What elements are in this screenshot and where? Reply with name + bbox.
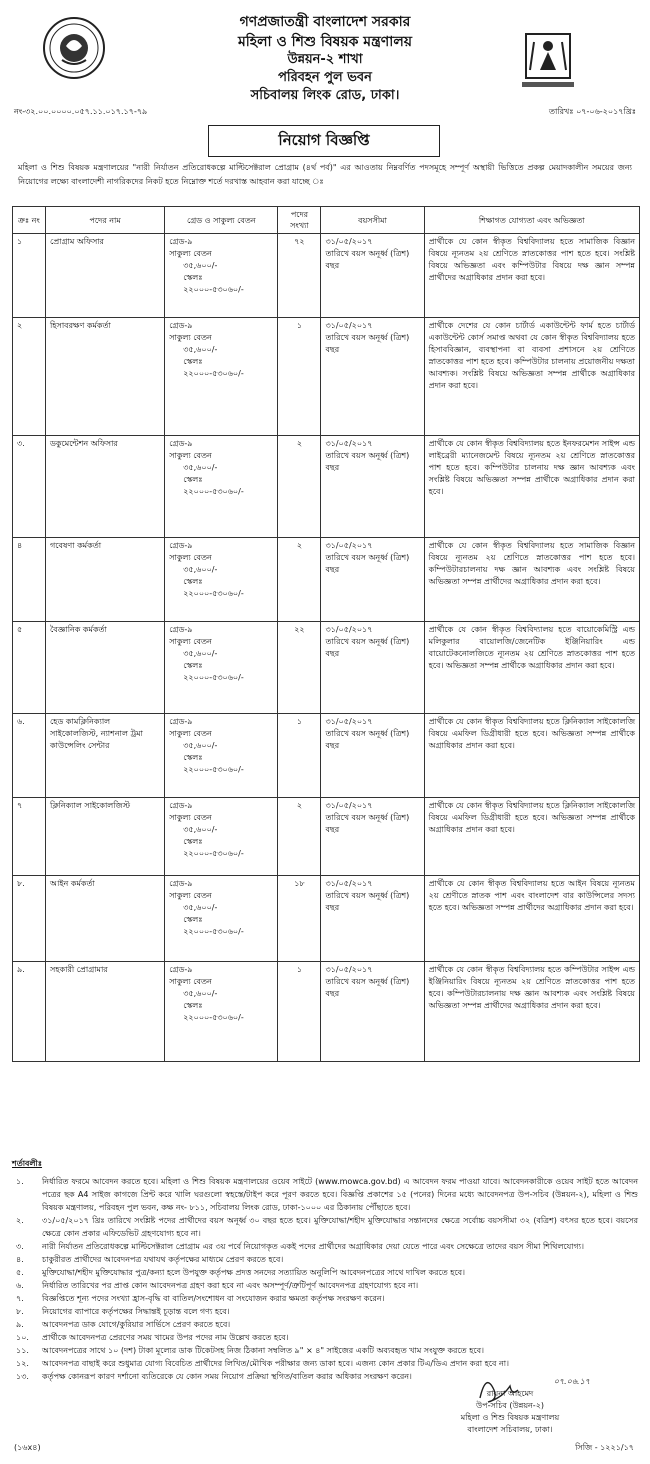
table-row [13,876,640,962]
row-grade-cell [165,714,278,798]
row-age-text: তারিখে বয়স অনূর্ধ্ব (ত্রিশ) বছর [325,891,410,912]
header-age-limit: বয়সসীমা [321,207,424,234]
row-qualification: প্রার্থীকে যে কোন স্বীকৃত বিশ্ববিদ্যালয় হতে সামাজিক বিজ্ঞান বিষয়ে ন্যূনতম ২য় শ্রেণিতে স্নাতকোত্তর পাশ হতে হবে। কম্পিউটারচালনায় দক্ষ জ্ঞান আবশ্যক এবং সংশ্লিষ্ট বিষয়ে অভিজ্ঞতা সম্পন্ন প্রার্থীদের অগ্রাধিকার প্রদান করা হবে। [424,538,639,622]
row-scale: ২২০০০-৫৩০৬০/- [183,1013,244,1022]
header-line-govt: গণপ্রজাতন্ত্রী বাংলাদেশ সরকার [239,14,411,30]
header-post-name: পদের নাম [46,207,165,234]
row-post-count: ১ [278,714,321,798]
row-grade-cell [165,876,278,962]
term-item [12,1253,638,1266]
row-salary: ৩৫,৬০০/- [183,345,218,354]
row-age-text: তারিখে বয়স অনূর্ধ্ব (ত্রিশ) বছর [325,249,410,270]
signature-block [430,1376,590,1436]
row-post-count: ২ [278,798,321,876]
row-salary: ৩৫,৬০০/- [183,649,218,658]
row-salary: ৩৫,৬০০/- [183,989,218,998]
row-age-cell [321,876,424,962]
row-age-text: তারিখে বয়স অনূর্ধ্ব (ত্রিশ) বছর [325,637,410,658]
row-post-name: ক্লিনিক্যাল সাইকোলজিস্ট [46,798,165,876]
row-salary: ৩৫,৬০০/- [183,741,218,750]
terms-heading: শর্তাবলীঃ [12,1159,43,1168]
term-text: বিজ্ঞপ্তিতে শূন্য পদের সংখ্যা হ্রাস-বৃদ্ধি বা বাতিল/সংশোধন বা সংযোজন করার ক্ষমতা কর্তৃপক্ষ সংরক্ষণ করেন। [42,1294,385,1303]
term-number: ১০. [16,1333,29,1342]
term-number: ১১. [16,1346,29,1355]
row-age-cell [321,318,424,436]
terms-section [12,1158,638,1383]
row-salary: ৩৫,৬০০/- [183,261,218,270]
row-post-count: ১৮ [278,876,321,962]
issue-date: তারিখঃ ০৭-০৬-২০১৭খ্রিঃ [549,107,636,116]
row-age-cell [321,234,424,318]
row-grade-cell [165,962,278,1062]
row-serial: ৫ [13,622,46,714]
row-qualification: প্রার্থীকে যে কোন স্বীকৃত বিশ্ববিদ্যালয় হতে সামাজিক বিজ্ঞান বিষয়ে ন্যূনতম ২য় শ্রেণিতে স্নাতকোত্তর পাশ হতে হবে। সংশ্লিষ্ট বিষয়ে অভিজ্ঞতা এবং কম্পিউটার বিষয়ে দক্ষ জ্ঞান সম্পন্ন প্রার্থীদের অগ্রাধিকার প্রদান করা হবে। [424,234,639,318]
row-age-date: ৩১/০৫/২০১৭ [325,965,373,974]
row-scale-label: স্কেলঃ [183,357,203,366]
term-text: আবেদনপত্র ডাক যোগে/কুরিয়ার সার্ভিসে প্রেরণ করতে হবে। [42,1320,231,1329]
row-post-name: ডকুমেন্টেশন অফিসার [46,436,165,538]
footer-size-code: (১৬x৪) [14,1443,41,1452]
row-scale: ২২০০০-৫৩০৬০/- [183,765,244,774]
row-grade: গ্রেড-৯ [169,801,193,810]
row-age-cell [321,622,424,714]
row-grade: গ্রেড-৯ [169,625,193,634]
row-grade: গ্রেড-৯ [169,439,193,448]
header-post-count: পদের সংখ্যা [278,207,321,234]
row-salary-label: সাকুল্য বেতন [169,729,212,738]
term-text: ৩১/০৫/২০১৭ খ্রিঃ তারিখে সংশ্লিষ্ট পদের প্রার্থীদের বয়স অনূর্ধ্ব ৩০ বছর হতে হবে। মুক্তিযোদ্ধা/শহীদ মুক্তিযোদ্ধার সন্তানদের ক্ষেত্রে সর্বোচ্চ বয়সসীমা ৩২ (বত্রিশ) বৎসর হতে হবে। বয়সের ক্ষেত্রে কোন প্রকার এফিডেভিট গ্রহণযোগ্য হবে না। [42,1216,638,1238]
row-post-count: ১ [278,318,321,436]
term-text: মুক্তিযোদ্ধা/শহীদ মুক্তিযোদ্ধার পুত্র/কন্যা হলে উপযুক্ত কর্তৃপক্ষ প্রদত্ত সনদের সত্যায়িত অনুলিপি আবেদনপত্রের সাথে দাখিল করতে হবে। [42,1268,465,1277]
row-scale: ২২০০০-৫৩০৬০/- [183,487,244,496]
term-item [12,1318,638,1331]
term-number: ৪. [16,1255,24,1264]
row-post-count: ২ [278,436,321,538]
table-header-row [13,207,640,234]
term-item [12,1305,638,1318]
term-item [12,1344,638,1357]
row-scale-label: স্কেলঃ [183,837,203,846]
row-age-date: ৩১/০৫/২০১৭ [325,801,373,810]
header-qualification: শিক্ষাগত যোগ্যতা এবং অভিজ্ঞতা [424,207,639,234]
row-salary-label: সাকুল্য বেতন [169,813,212,822]
row-qualification: প্রার্থীকে যে কোন স্বীকৃত বিশ্ববিদ্যালয় হতে আইন বিষয়ে ন্যূনতম ২য় শ্রেণীতে স্নাতক পাশ এবং বাংলাদেশ বার কাউন্সিলের সদস্য হতে হবে। অভিজ্ঞতা সম্পন্ন প্রার্থীদের অগ্রাধিকার প্রদান করা হবে। [424,876,639,962]
intro-paragraph: মহিলা ও শিশু বিষয়ক মন্ত্রণালয়ের "নারী নির্যাতন প্রতিরোধকল্পে মাল্টিসেক্টরাল প্রোগ্রাম (৪র্থ পর্ব)" এর আওতায় নিম্নবর্ণিত পদসমূহে সম্পূর্ণ অস্থায়ী ভিত্তিতে প্রকল্প মেয়াদকালীন সময়ের জন্য নিয়োগের লক্ষ্যে বাংলাদেশী নাগরিকদের নিকট হতে নিম্নোক্ত শর্তে দরখাস্ত আহবান করা যাচ্ছে ঃ [18,163,632,186]
row-scale-label: স্কেলঃ [183,753,203,762]
row-salary-label: সাকুল্য বেতন [169,637,212,646]
term-text: আবেদনপত্র বাছাই করে শুধুমাত্র যোগ্য বিবেচিত প্রার্থীদের লিখিত/মৌখিক পরীক্ষার জন্য ডাকা হবে। এজন্য কোন প্রকার টিএ/ডিএ প্রদান করা হবে না। [42,1359,509,1368]
signatory-name: রায়না আহমেদ [486,1389,534,1398]
term-text: কর্তৃপক্ষ কোনরূপ কারণ দর্শানো ব্যতিরেকে যে কোন সময় নিয়োগ প্রক্রিয়া স্থগিত/বাতিল করার অধিকার সংরক্ষণ করেন। [42,1372,412,1381]
row-age-date: ৩১/০৫/২০১৭ [325,439,373,448]
row-post-name: প্রোগ্রাম অফিসার [46,234,165,318]
term-item [12,1279,638,1292]
table-row [13,538,640,622]
term-text: প্রার্থীকে আবেদনপত্র প্রেরণের সময় খামের উপর পদের নাম উল্লেখ করতে হবে। [42,1333,289,1342]
row-age-date: ৩১/০৫/২০১৭ [325,541,373,550]
row-post-name: হেড কামক্লিনিক্যাল সাইকোলজিস্ট, ন্যাশনাল ট্রমা কাউন্সেলিং সেন্টার [46,714,165,798]
term-text: নির্ধারিত তারিখের পর প্রাপ্ত কোন আবেদনপত্র গ্রহণ করা হবে না এবং অসম্পূর্ণ/ত্রুটিপূর্ণ আবেদনপত্র গ্রহণযোগ্য হবে না। [42,1281,419,1290]
row-salary-label: সাকুল্য বেতন [169,249,212,258]
row-age-cell [321,962,424,1062]
row-scale-label: স্কেলঃ [183,1001,203,1010]
row-age-text: তারিখে বয়স অনূর্ধ্ব (ত্রিশ) বছর [325,333,410,354]
term-item [12,1292,638,1305]
table-row [13,714,640,798]
signatory-ministry: মহিলা ও শিশু বিষয়ক মন্ত্রণালয় [460,1413,560,1422]
row-qualification: প্রার্থীকে যে কোন স্বীকৃত বিশ্ববিদ্যালয় হতে কম্পিউটার সাইন্স এন্ড ইঞ্জিনিয়ারিং বিষয়ে ন্যূনতম ২য় শ্রেণিতে স্নাতকোত্তর পাশ হতে হবে। কম্পিউটারচালনায় দক্ষ জ্ঞান আবশ্যক এবং সংশ্লিষ্ট বিষয়ে অভিজ্ঞতা সম্পন্ন প্রার্থীদের অগ্রাধিকার প্রদান করা হবে। [424,962,639,1062]
row-serial: ৪ [13,538,46,622]
memo-number: নং-৩২.০০.০০০০.০৫৭.১১.০১৭.১৭-৭৯ [14,107,148,116]
row-serial: ৩. [13,436,46,538]
row-serial: ৮. [13,876,46,962]
row-age-cell [321,538,424,622]
term-number: ৮. [16,1307,24,1316]
row-age-date: ৩১/০৫/২০১৭ [325,625,373,634]
signatory-designation: উপ-সচিব (উন্নয়ন-২) [475,1401,545,1410]
row-age-text: তারিখে বয়স অনূর্ধ্ব (ত্রিশ) বছর [325,813,410,834]
row-serial: ৯. [13,962,46,1062]
row-grade: গ্রেড-৯ [169,879,193,888]
row-serial: ১ [13,234,46,318]
signatory-address: বাংলাদেশ সচিবালয়, ঢাকা। [467,1425,553,1434]
term-text: চাকুরীরত প্রার্থীদের আবেদনপত্র যথাযথ কর্তৃপক্ষের মাধ্যমে প্রেরণ করতে হবে। [42,1255,284,1264]
term-number: ১২. [16,1359,29,1368]
row-age-date: ৩১/০৫/২০১৭ [325,237,373,246]
row-age-text: তারিখে বয়স অনূর্ধ্ব (ত্রিশ) বছর [325,977,410,998]
row-serial: ২ [13,318,46,436]
row-qualification: প্রার্থীকে যে কোন স্বীকৃত বিশ্ববিদ্যালয় হতে ইনফরমেশন সাইন্স এন্ড লাইব্রেরী ম্যানেজমেন্ট বিষয়ে ন্যূনতম ২য় শ্রেণিতে স্নাতকোত্তর পাশ হতে হবে। কম্পিউটার চালনায় দক্ষ জ্ঞান আবশ্যক এবং সংশ্লিষ্ট বিষয়ে অভিজ্ঞতা সম্পন্ন প্রার্থীকে অগ্রাধিকার প্রদান করা হবে। [424,436,639,538]
row-grade-cell [165,538,278,622]
table-row [13,962,640,1062]
row-scale: ২২০০০-৫৩০৬০/- [183,927,244,936]
row-salary-label: সাকুল্য বেতন [169,451,212,460]
row-scale-label: স্কেলঃ [183,475,203,484]
row-scale: ২২০০০-৫৩০৬০/- [183,285,244,294]
row-post-count: ২২ [278,622,321,714]
table-row [13,318,640,436]
term-number: ৩. [16,1242,24,1251]
program-logo-icon [512,30,584,92]
row-age-cell [321,436,424,538]
row-qualification: প্রার্থীকে যে কোন স্বীকৃত বিশ্ববিদ্যালয় হতে ক্লিনিক্যাল সাইকোলজি বিষয়ে এমফিল ডিগ্রীধারী হতে হবে। অভিজ্ঞতা সম্পন্ন প্রার্থীকে অগ্রাধিকার প্রদান করা হবে। [424,798,639,876]
row-post-name: সহকারী প্রোগ্রামার [46,962,165,1062]
row-scale-label: স্কেলঃ [183,577,203,586]
row-scale-label: স্কেলঃ [183,915,203,924]
term-number: ২. [16,1216,24,1225]
row-grade: গ্রেড-৯ [169,541,193,550]
letterhead [0,0,650,120]
row-grade: গ্রেড-৯ [169,965,193,974]
header-line-building: পরিবহন পুল ভবন [278,70,372,85]
row-salary-label: সাকুল্য বেতন [169,333,212,342]
row-salary: ৩৫,৬০০/- [183,565,218,574]
row-age-date: ৩১/০৫/২০১৭ [325,717,373,726]
row-post-name: বৈজ্ঞানিক কর্মকর্তা [46,622,165,714]
row-post-name: গবেষণা কর্মকর্তা [46,538,165,622]
header-line-ministry: মহিলা ও শিশু বিষয়ক মন্ত্রণালয় [237,34,413,50]
row-post-count: ২ [278,538,321,622]
row-serial: ৬. [13,714,46,798]
row-age-text: তারিখে বয়স অনূর্ধ্ব (ত্রিশ) বছর [325,729,410,750]
row-qualification: প্রার্থীকে যে কোন স্বীকৃত বিশ্ববিদ্যালয় হতে ক্লিনিক্যাল সাইকোলজি বিষয়ে এমফিল ডিগ্রীধারী হতে হবে। অভিজ্ঞতা সম্পন্ন প্রার্থীকে অগ্রাধিকার প্রদান করা হবে। [424,714,639,798]
row-scale: ২২০০০-৫৩০৬০/- [183,369,244,378]
row-salary-label: সাকুল্য বেতন [169,977,212,986]
term-number: ১৩. [16,1372,29,1381]
table-row [13,436,640,538]
row-post-name: হিসাবরক্ষণ কর্মকর্তা [46,318,165,436]
term-text: নিয়োগের ব্যাপারে কর্তৃপক্ষের সিদ্ধান্তই চূড়ান্ত বলে গণ্য হবে। [42,1307,230,1316]
term-number: ৫. [16,1268,24,1277]
row-salary-label: সাকুল্য বেতন [169,891,212,900]
term-text: আবেদনপত্রের সাথে ১০ (দশ) টাকা মূল্যের ডাক টিকেটসহ নিজ ঠিকানা সম্বলিত ৯" × ৪" সাইজের একটি অব্যবহৃত খাম সংযুক্ত করতে হবে। [42,1346,484,1355]
header-line-address: সচিবালয় লিংক রোড, ঢাকা। [250,88,400,103]
row-grade-cell [165,622,278,714]
term-item [12,1214,638,1240]
row-qualification: প্রার্থীকে দেশের যে কোন চার্টার্ড একাউন্টেন্ট ফার্ম হতে চার্টার্ড একাউন্টেন্ট কোর্স সমাপ্ত অথবা যে কোন স্বীকৃত বিশ্ববিদ্যালয় হতে হিসাববিজ্ঞান, ব্যবস্থাপনা বা ব্যবসা প্রশাসনে ২য় শ্রেণিতে স্নাতকোত্তর পাশ হতে হবে। কম্পিউটার চালনায় প্রয়োজনীয় দক্ষতা আবশ্যক। সংশ্লিষ্ট বিষয়ে অভিজ্ঞতা সম্পন্ন প্রার্থীকে অগ্রাধিকার প্রদান করা হবে। [424,318,639,436]
row-post-name: আইন কর্মকর্তা [46,876,165,962]
row-post-count: ৭২ [278,234,321,318]
row-grade-cell [165,318,278,436]
term-item [12,1331,638,1344]
table-row [13,234,640,318]
row-salary: ৩৫,৬০০/- [183,825,218,834]
table-row [13,798,640,876]
row-age-date: ৩১/০৫/২০১৭ [325,879,373,888]
header-grade-salary: গ্রেড ও সাকুল্য বেতন [165,207,278,234]
row-scale: ২২০০০-৫৩০৬০/- [183,589,244,598]
row-grade-cell [165,798,278,876]
term-item [12,1266,638,1279]
header-line-section: উন্নয়ন-২ শাখা [287,52,363,67]
term-number: ৯. [16,1320,24,1329]
row-grade: গ্রেড-৯ [169,717,193,726]
term-item [12,1175,638,1214]
row-salary: ৩৫,৬০০/- [183,463,218,472]
row-scale-label: স্কেলঃ [183,661,203,670]
row-age-date: ৩১/০৫/২০১৭ [325,321,373,330]
signature-date: ০৭.০৬.১৭ [553,1377,590,1386]
row-age-text: তারিখে বয়স অনূর্ধ্ব (ত্রিশ) বছর [325,553,410,574]
term-number: ১. [16,1177,24,1186]
row-age-cell [321,714,424,798]
term-text: নারী নির্যাতন প্রতিরোধকল্পে মাল্টিসেক্টরাল প্রোগ্রাম এর ৩য় পর্বে নিয়োগকৃত একই পদের প্রার্থীদের অগ্রাধিকার দেয়া যেতে পারে এবং সেক্ষেত্রে তাদের বয়স সীমা শিথিলযোগ্য। [42,1242,584,1251]
table-row [13,622,640,714]
row-serial: ৭ [13,798,46,876]
row-grade: গ্রেড-৯ [169,237,193,246]
row-grade-cell [165,234,278,318]
row-grade-cell [165,436,278,538]
header-serial: ক্রঃ নং [13,207,46,234]
row-qualification: প্রার্থীকে যে কোন স্বীকৃত বিশ্ববিদ্যালয় হতে বায়োকেমিস্ট্রি এন্ড মলিকুলার বায়োলজি/জেনেটিক ইঞ্জিনিয়ারিং এন্ড বায়োটেকনোলজিতে ন্যূনতম ২য় শ্রেণিতে স্নাতকোত্তর পাশ হতে হবে। অভিজ্ঞতা সম্পন্ন প্রার্থীকে অগ্রাধিকার প্রদান করা হবে। [424,622,639,714]
vacancy-table [12,206,640,1062]
notice-title: নিয়োগ বিজ্ঞপ্তি [208,125,440,157]
row-post-count: ১ [278,962,321,1062]
row-age-cell [321,798,424,876]
row-salary: ৩৫,৬০০/- [183,903,218,912]
term-number: ৭. [16,1294,24,1303]
term-item [12,1357,638,1370]
row-scale-label: স্কেলঃ [183,273,203,282]
row-grade: গ্রেড-৯ [169,321,193,330]
row-salary-label: সাকুল্য বেতন [169,553,212,562]
footer-cg-number: সিজি - ১২২১/১৭ [575,1443,634,1452]
term-number: ৬. [16,1281,24,1290]
row-scale: ২২০০০-৫৩০৬০/- [183,849,244,858]
row-age-text: তারিখে বয়স অনূর্ধ্ব (ত্রিশ) বছর [325,451,410,472]
row-scale: ২২০০০-৫৩০৬০/- [183,673,244,682]
term-item [12,1240,638,1253]
term-text: নির্ধারিত ফরমে আবেদন করতে হবে। মহিলা ও শিশু বিষয়ক মন্ত্রণালয়ের ওয়েব সাইটে (www.mowca.gov.bd) এ আবেদন ফরম পাওয়া যাবে। আবেদনকারীকে ওয়েব সাইট হতে আবেদন পত্রের ছক A4 সাইজ কাগজে প্রিন্ট করে খালি ঘরগুলো স্বহস্তে/টাইপ করে পূরণ করতে হবে। বিজ্ঞপ্তি প্রকাশের ১৫ (পনের) দিনের মধ্যে আবেদনপত্র উপ-সচিব (উন্নয়ন-২), মহিলা ও শিশু বিষয়ক মন্ত্রণালয়, পরিবহন পুল ভবন, কক্ষ নং- ৮১১, সচিবালয় লিংক রোড, ঢাকা-১০০০ এর ঠিকানায় পৌঁছাতে হবে। [42,1177,638,1212]
